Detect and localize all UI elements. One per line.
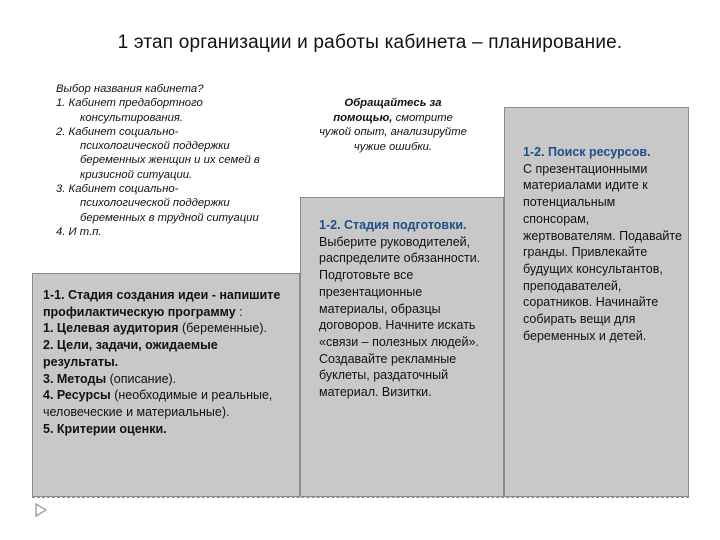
item-detail: (беременные). [178, 321, 267, 336]
option-first-line: 3. Кабинет социально- [56, 183, 179, 196]
option-rest: консультирования. [80, 111, 184, 124]
option-rest: психологической поддержки беременных в трудной ситуации [80, 197, 259, 224]
advice-lead: Обращайтесь за помощью, [333, 97, 442, 124]
item-detail: (необходимые и реальные, человеческие и материальные). [43, 388, 273, 419]
stage-resources-title: 1-2. Поиск ресурсов. [523, 145, 651, 159]
stage-idea-item [43, 387, 291, 420]
stage-idea-title: 1-1. Стадия создания идеи - напишите профилактическую программу [43, 288, 281, 319]
item-label: 2. Цели, задачи, ожидаемые результаты. [43, 338, 218, 369]
stage-idea-box [32, 273, 300, 497]
stage-idea-header [43, 287, 291, 320]
stage-idea-title-tail: : [235, 304, 243, 319]
advice-note [318, 96, 468, 154]
stage-idea-item [43, 371, 291, 388]
stage-idea-item [43, 320, 291, 337]
option-rest: психологической поддержки беременных женщин и их семей в кризисной ситуации. [80, 140, 260, 181]
item-label: 1. Целевая аудитория [43, 321, 179, 336]
item-detail: (описание). [106, 371, 177, 386]
option-first-line: 1. Кабинет предабортного [56, 97, 203, 110]
cabinet-name-note [56, 82, 266, 239]
item-label: 4. Ресурсы [43, 388, 111, 403]
advice-rest: смотрите чужой опыт, анализируйте чужие ошибки. [319, 111, 467, 153]
item-label: 3. Методы [43, 371, 107, 386]
cabinet-name-option [56, 125, 266, 182]
staircase-baseline [32, 497, 689, 498]
option-first-line: 4. И т.п. [56, 225, 102, 238]
cabinet-name-option [56, 96, 266, 125]
triangle-right-icon [35, 503, 47, 517]
cabinet-name-option [56, 182, 266, 225]
stage-preparation-title: 1-2. Стадия подготовки. [319, 218, 467, 232]
item-label: 5. Критерии оценки. [43, 421, 167, 436]
stage-idea-item [43, 421, 291, 438]
cabinet-name-option [56, 225, 266, 239]
next-slide-icon[interactable] [35, 503, 47, 520]
stage-idea-item [43, 337, 291, 370]
stage-preparation-text: Выберите руководителей, распределите обязанности. Подготовьте все презентационные материалы, образцы договоров. Начните искать «связи – полезных людей». Создавайте рекламные буклеты, раздаточный материал. Визитки. [319, 234, 481, 400]
slide-title: 1 этап организации и работы кабинета – планирование. [117, 32, 623, 53]
cabinet-name-heading: Выбор названия кабинета? [56, 83, 204, 95]
stage-resources-box [504, 107, 689, 497]
stage-preparation-box [300, 197, 504, 497]
option-first-line: 2. Кабинет социально- [56, 125, 179, 138]
stage-resources-text: С презентационными материалами идите к потенциальным спонсорам, жертвователям. Подавайте гранды. Привлекайте будущих консультантов, преподавателей, соратников. Начинайте собирать вещи для беременных и детей. [523, 161, 682, 343]
